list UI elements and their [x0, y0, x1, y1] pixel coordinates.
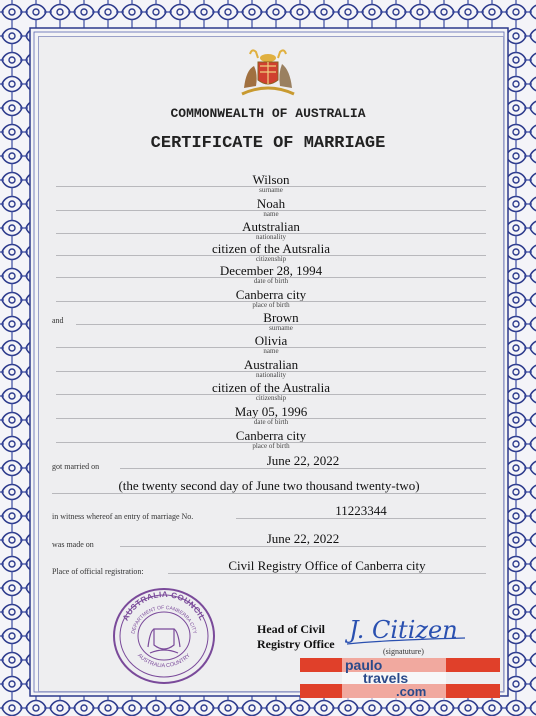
field-caption: date of birth [253, 277, 289, 285]
field-value: (the twenty second day of June two thousand twenty-two) [118, 478, 420, 493]
seal-bottom-text: AUSTRALIA COUNTRY [136, 652, 192, 670]
signature-caption: (signatuture) [383, 647, 424, 656]
field-made-on [120, 531, 486, 549]
field-caption: nationality [256, 371, 286, 379]
field-caption: citizenship [255, 394, 287, 402]
field-value: Canberra city [235, 428, 307, 443]
field-value: 11223344 [335, 503, 387, 518]
field-line [120, 468, 486, 469]
watermark-text-line1: paulo [345, 657, 383, 673]
seal-outer-text: AUSTRALIA COUNCIL [120, 589, 208, 623]
got-married-label: got married on [52, 462, 100, 471]
field-person1-name [56, 196, 486, 218]
field-person1-citizenship [56, 241, 486, 263]
seal-inner-text: DEPARTMENT OF CANBERRA CITY [130, 604, 198, 635]
certificate-title: CERTIFICATE OF MARRIAGE [150, 134, 386, 153]
field-caption: surname [259, 186, 283, 194]
watermark-text-line3: .com [396, 684, 427, 699]
field-person2-name [56, 333, 486, 355]
official-seal-stamp [110, 585, 218, 687]
field-caption: nationality [256, 233, 286, 241]
field-value: June 22, 2022 [266, 531, 340, 546]
svg-text:DEPARTMENT OF CANBERRA CITY [130, 605, 197, 635]
field-line [236, 518, 486, 519]
field-person2-nationality [56, 357, 486, 379]
field-line [52, 493, 486, 494]
field-value: Canberra city [235, 287, 307, 302]
field-person1-nationality [56, 219, 486, 241]
field-value: December 28, 1994 [219, 263, 323, 278]
field-person1-pob [56, 287, 486, 309]
country-heading: COMMONWEALTH OF AUSTRALIA [170, 106, 366, 121]
field-caption: name [263, 347, 279, 355]
field-value: Wilson [252, 172, 290, 187]
handwritten-signature [345, 612, 470, 648]
field-caption: surname [269, 324, 293, 332]
field-value: Brown [263, 310, 299, 325]
field-person1-dob [56, 263, 486, 285]
field-line [168, 573, 486, 574]
signatory-title-line2: Registry Office [257, 637, 335, 651]
field-value: Noah [256, 196, 286, 211]
signatory-title [257, 622, 335, 652]
field-caption: citizenship [255, 255, 287, 263]
field-person2-citizenship [56, 380, 486, 402]
field-entry-number [236, 503, 486, 521]
field-value: Autstralian [242, 219, 300, 234]
field-value: May 05, 1996 [234, 404, 308, 419]
field-value: Australian [243, 357, 299, 372]
signature-text: J. Citizen [349, 616, 458, 644]
svg-text:AUSTRALIA COUNTRY [136, 653, 192, 670]
field-person2-dob [56, 404, 486, 426]
field-value: citizen of the Australia [211, 380, 331, 395]
field-person2-surname [76, 310, 486, 332]
and-label: and [52, 316, 64, 325]
field-value: June 22, 2022 [266, 453, 340, 468]
witness-label: in witness whereof an entry of marriage No. [52, 512, 194, 521]
coat-of-arms-emblem [232, 44, 304, 96]
field-value: Olivia [254, 333, 288, 348]
field-person1-surname [56, 172, 486, 194]
field-person2-pob [56, 428, 486, 450]
field-line [120, 546, 486, 547]
field-caption: place of birth [252, 442, 290, 450]
field-caption: date of birth [253, 418, 289, 426]
field-marriage-date [120, 453, 486, 471]
field-value: Civil Registry Office of Canberra city [228, 558, 426, 573]
watermark-text-line2: travels [363, 670, 409, 686]
field-caption: place of birth [252, 301, 290, 309]
made-on-label: was made on [52, 540, 94, 549]
field-caption: name [263, 210, 279, 218]
field-marriage-date-words [52, 478, 486, 496]
field-registration-place [168, 558, 486, 576]
field-value: citizen of the Autsralia [211, 241, 331, 256]
signatory-title-line1: Head of Civil [257, 622, 325, 636]
place-label: Place of official registration: [52, 567, 144, 576]
